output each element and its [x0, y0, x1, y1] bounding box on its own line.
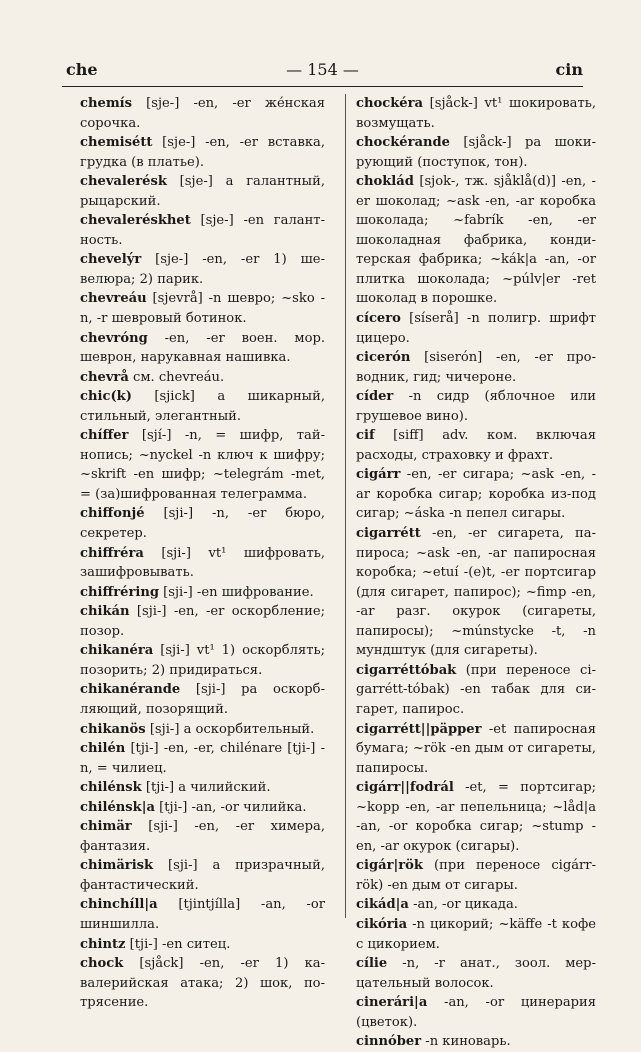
entry-headword: cigárr [356, 467, 401, 483]
dictionary-entry [80, 583, 325, 603]
entry-definition: [sjåck-] pa шокирующий (поступок, тон). [356, 135, 596, 170]
entry-headword: chockérande [356, 135, 450, 151]
header-rule [62, 86, 583, 87]
entry-headword: chikanérande [80, 682, 181, 698]
dictionary-entry [80, 895, 325, 934]
dictionary-entry [80, 798, 325, 818]
entry-definition: [siff] adv. ком. включая расходы, страховку и фрахт. [356, 428, 596, 463]
entry-definition: [sji-] -en, -er оскорбление; позор. [80, 604, 325, 639]
entry-headword: chic(k) [80, 389, 132, 405]
entry-headword: chemisétt [80, 135, 153, 151]
entry-definition: [sji-] -en шифрование. [159, 584, 314, 600]
dictionary-entry [80, 94, 325, 133]
entry-definition: [tji-] a чилийский. [141, 780, 271, 796]
entry-headword: cikória [356, 916, 408, 932]
entry-headword: chevalerésk [80, 174, 167, 190]
entry-definition: [sje-] -en, -er 1) шевелюра; 2) парик. [80, 252, 325, 287]
dictionary-entry [80, 954, 325, 1013]
dictionary-entry [80, 817, 325, 856]
page-number: — 154 — [286, 60, 359, 79]
entry-definition: [sje-] -en галантность. [80, 213, 325, 248]
dictionary-entry [356, 856, 596, 895]
entry-headword: cif [356, 428, 375, 444]
entry-headword: cigarrétt||päpper [356, 721, 482, 737]
dictionary-entry [80, 211, 325, 250]
dictionary-entry [356, 524, 596, 661]
entry-headword: chemís [80, 96, 133, 111]
entry-definition: [sji-] vt¹ 1) оскорблять; позорить; 2) придираться. [80, 643, 325, 678]
entry-headword: cikád|a [356, 897, 409, 913]
entry-headword: chock [80, 956, 124, 972]
entry-definition: -an, -or цинерария (цветок). [356, 995, 596, 1030]
entry-definition: [sjevrå] -n шевро; ~sko -n, -r шевровый ботинок. [80, 291, 325, 327]
entry-headword: chilén [80, 741, 126, 757]
entry-definition: [sji-] a призрачный, фантастический. [80, 858, 325, 893]
entry-headword: chinchíll|a [80, 897, 158, 913]
entry-headword: chiffréring [80, 584, 159, 600]
entry-definition: [sje-] -en, -er вставка, грудка (в платье). [80, 135, 325, 170]
entry-headword: cigarréttóbak [356, 662, 457, 678]
entry-headword: cicerón [356, 350, 411, 366]
dictionary-entry [80, 387, 325, 426]
entry-definition: -an, -or цикада. [408, 897, 518, 913]
entry-headword: chilénsk [80, 780, 142, 796]
entry-definition: -n сидр (яблочное или грушевое вино). [356, 389, 596, 424]
entry-headword: chintz [80, 936, 126, 952]
dictionary-entry [80, 778, 325, 798]
dictionary-entry [356, 778, 596, 856]
dictionary-entry [80, 935, 325, 955]
dictionary-entry [356, 133, 596, 172]
entry-headword: chikán [80, 604, 130, 620]
entry-definition: [sji-] vt¹ шифровать, зашифровывать. [80, 545, 325, 581]
entry-definition: [siserón] -en, -er проводник, гид; чичероне. [356, 350, 596, 385]
dictionary-entry [356, 895, 596, 915]
entry-definition: -en, -er сигарета, папироса; ~ask -en, -ar папиросная коробка; ~etuí -(e)t, -er портсигар (для сигарет, папирос); ~fimp -en, -ar разг. окурок (сигареты, папиросы); ~múnstycke -t, -n мундштук (для сигареты). [356, 526, 596, 659]
entry-headword: chimärisk [80, 858, 154, 874]
dictionary-entry [356, 309, 596, 348]
entry-definition: [sji-] -n, -er бюро, секретер. [80, 506, 325, 542]
dictionary-entry [356, 94, 596, 133]
dictionary-entry [356, 915, 596, 954]
dictionary-entry [80, 720, 325, 740]
dictionary-entry [80, 602, 325, 641]
dictionary-entry [80, 250, 325, 289]
entry-definition: [sjí-] -n, = шифр, тайнопись; ~nyckel -n ключ к шифру; ~skrift -en шифр; ~telegrám -met, = (за)шифрованная телеграмма. [80, 428, 325, 502]
entry-headword: chikanéra [80, 643, 154, 659]
entry-definition: [sje-] a галантный, рыцарский. [80, 174, 325, 209]
dictionary-entry [356, 661, 596, 720]
dictionary-entry [356, 465, 596, 524]
dictionary-entry [80, 544, 325, 583]
entry-definition: -n цикорий; ~käffe -t кофе с цикорием. [356, 916, 596, 952]
dictionary-entry [356, 720, 596, 779]
entry-headword: chockéra [356, 96, 423, 111]
dictionary-entry [356, 426, 596, 465]
dictionary-entry [356, 1032, 596, 1052]
dictionary-entry [80, 641, 325, 680]
header-right-guide-word: cin [555, 60, 583, 79]
entry-definition: -n киноварь. [421, 1034, 511, 1050]
dictionary-entry [356, 387, 596, 426]
entry-headword: chiffréra [80, 545, 144, 561]
entry-headword: cinnóber [356, 1034, 422, 1050]
column-divider [345, 94, 346, 918]
dictionary-entry [356, 172, 596, 309]
entry-headword: cícero [356, 311, 401, 327]
header-left-guide-word: che [66, 60, 98, 79]
entry-headword: cigár|rök [356, 858, 423, 874]
entry-definition: [tji-] -en, -er, chilénare [tji-] -n, = чилиец. [80, 741, 325, 776]
entry-definition: [tji-] -an, -or чилийка. [154, 799, 307, 815]
entry-definition: [sje-] -en, -er же́нская сорочка. [80, 96, 325, 131]
entry-headword: chíffer [80, 428, 129, 444]
dictionary-entry [356, 993, 596, 1032]
right-column [356, 94, 596, 1052]
dictionary-entry [80, 739, 325, 778]
dictionary-entry [80, 368, 325, 388]
dictionary-entry [80, 133, 325, 172]
entry-headword: chevaleréskhet [80, 213, 191, 229]
entry-headword: cílie [356, 956, 388, 972]
dictionary-entry [80, 172, 325, 211]
entry-definition: [sjick] a шикарный, стильный, элегантный. [80, 389, 325, 424]
entry-definition: -en, -er сигара; ~ask -en, -ar коробка сигар; коробка из-под сигар; ~áska -n пепел сигары. [356, 467, 596, 522]
entry-headword: chevróng [80, 330, 148, 346]
entry-definition: -n, -r анат., зоол. мерцательный волосок. [356, 956, 596, 991]
entry-definition: (при переносе cigarrétt-tóbak) -en табак для сигарет, папирос. [356, 662, 596, 717]
entry-headword: chimär [80, 819, 132, 835]
left-column [80, 94, 325, 1013]
dictionary-entry [80, 426, 325, 504]
dictionary-entry [356, 348, 596, 387]
entry-definition: [sjåck-] vt¹ шокировать, возмущать. [356, 96, 596, 131]
entry-definition: [sjok-, тж. sjåklå(d)] -en, -er шоколад; ~ask -en, -ar коробка шоколада; ~fabrík -en, -er шоколадная фабрика, кондитерская фабрика; ~kák|a -an, -or плитка шоколада; ~púlv|er -ret шоколад в порошке. [356, 174, 596, 307]
entry-headword: chevelýr [80, 252, 142, 268]
entry-definition: [síserå] -n полигр. шрифт цицеро. [356, 311, 596, 346]
entry-headword: chevreáu [80, 291, 147, 307]
entry-definition: [sji-] -en, -er химера, фантазия. [80, 819, 325, 854]
dictionary-entry [356, 954, 596, 993]
entry-definition: [tjintjílla] -an, -or шиншилла. [80, 897, 325, 932]
running-header [62, 60, 583, 82]
entry-definition: -et папиросная бумага; ~rök -en дым от сигареты, папиросы. [356, 721, 596, 776]
entry-definition: -et, = портсигар; ~kopp -en, -ar пепельница; ~låd|a -an, -or коробка сигар; ~stump -en, -ar окурок (сигары). [356, 780, 596, 854]
entry-headword: cíder [356, 389, 394, 405]
dictionary-entry [80, 680, 325, 719]
entry-headword: cigárr||fodrál [356, 780, 454, 796]
entry-definition: см. chevreáu. [128, 369, 225, 385]
entry-headword: chevrå [80, 369, 129, 385]
entry-headword: chikanös [80, 721, 146, 737]
entry-definition: -en, -er воен. мор. шеврон, нарукавная нашивка. [80, 330, 325, 366]
entry-definition: (при переносе cigárrrök) -en дым от сигары. [356, 858, 596, 893]
entry-headword: choklád [356, 174, 414, 190]
dictionary-entry [80, 289, 325, 328]
entry-headword: cinerári|a [356, 995, 428, 1011]
entry-headword: chiffonjé [80, 506, 145, 522]
dictionary-entry [80, 329, 325, 368]
entry-definition: [sji-] pa оскорбляющий, позорящий. [80, 682, 325, 717]
entry-headword: cigarrétt [356, 526, 421, 542]
entry-headword: chilénsk|a [80, 799, 155, 815]
entry-definition: [sji-] a оскорбительный. [145, 721, 315, 737]
entry-definition: [tji-] -en ситец. [125, 936, 231, 952]
dictionary-entry [80, 504, 325, 543]
entry-definition: [sjåck] -en, -er 1) кавалерийская атака; 2) шок, потрясение. [80, 956, 325, 1011]
dictionary-entry [80, 856, 325, 895]
